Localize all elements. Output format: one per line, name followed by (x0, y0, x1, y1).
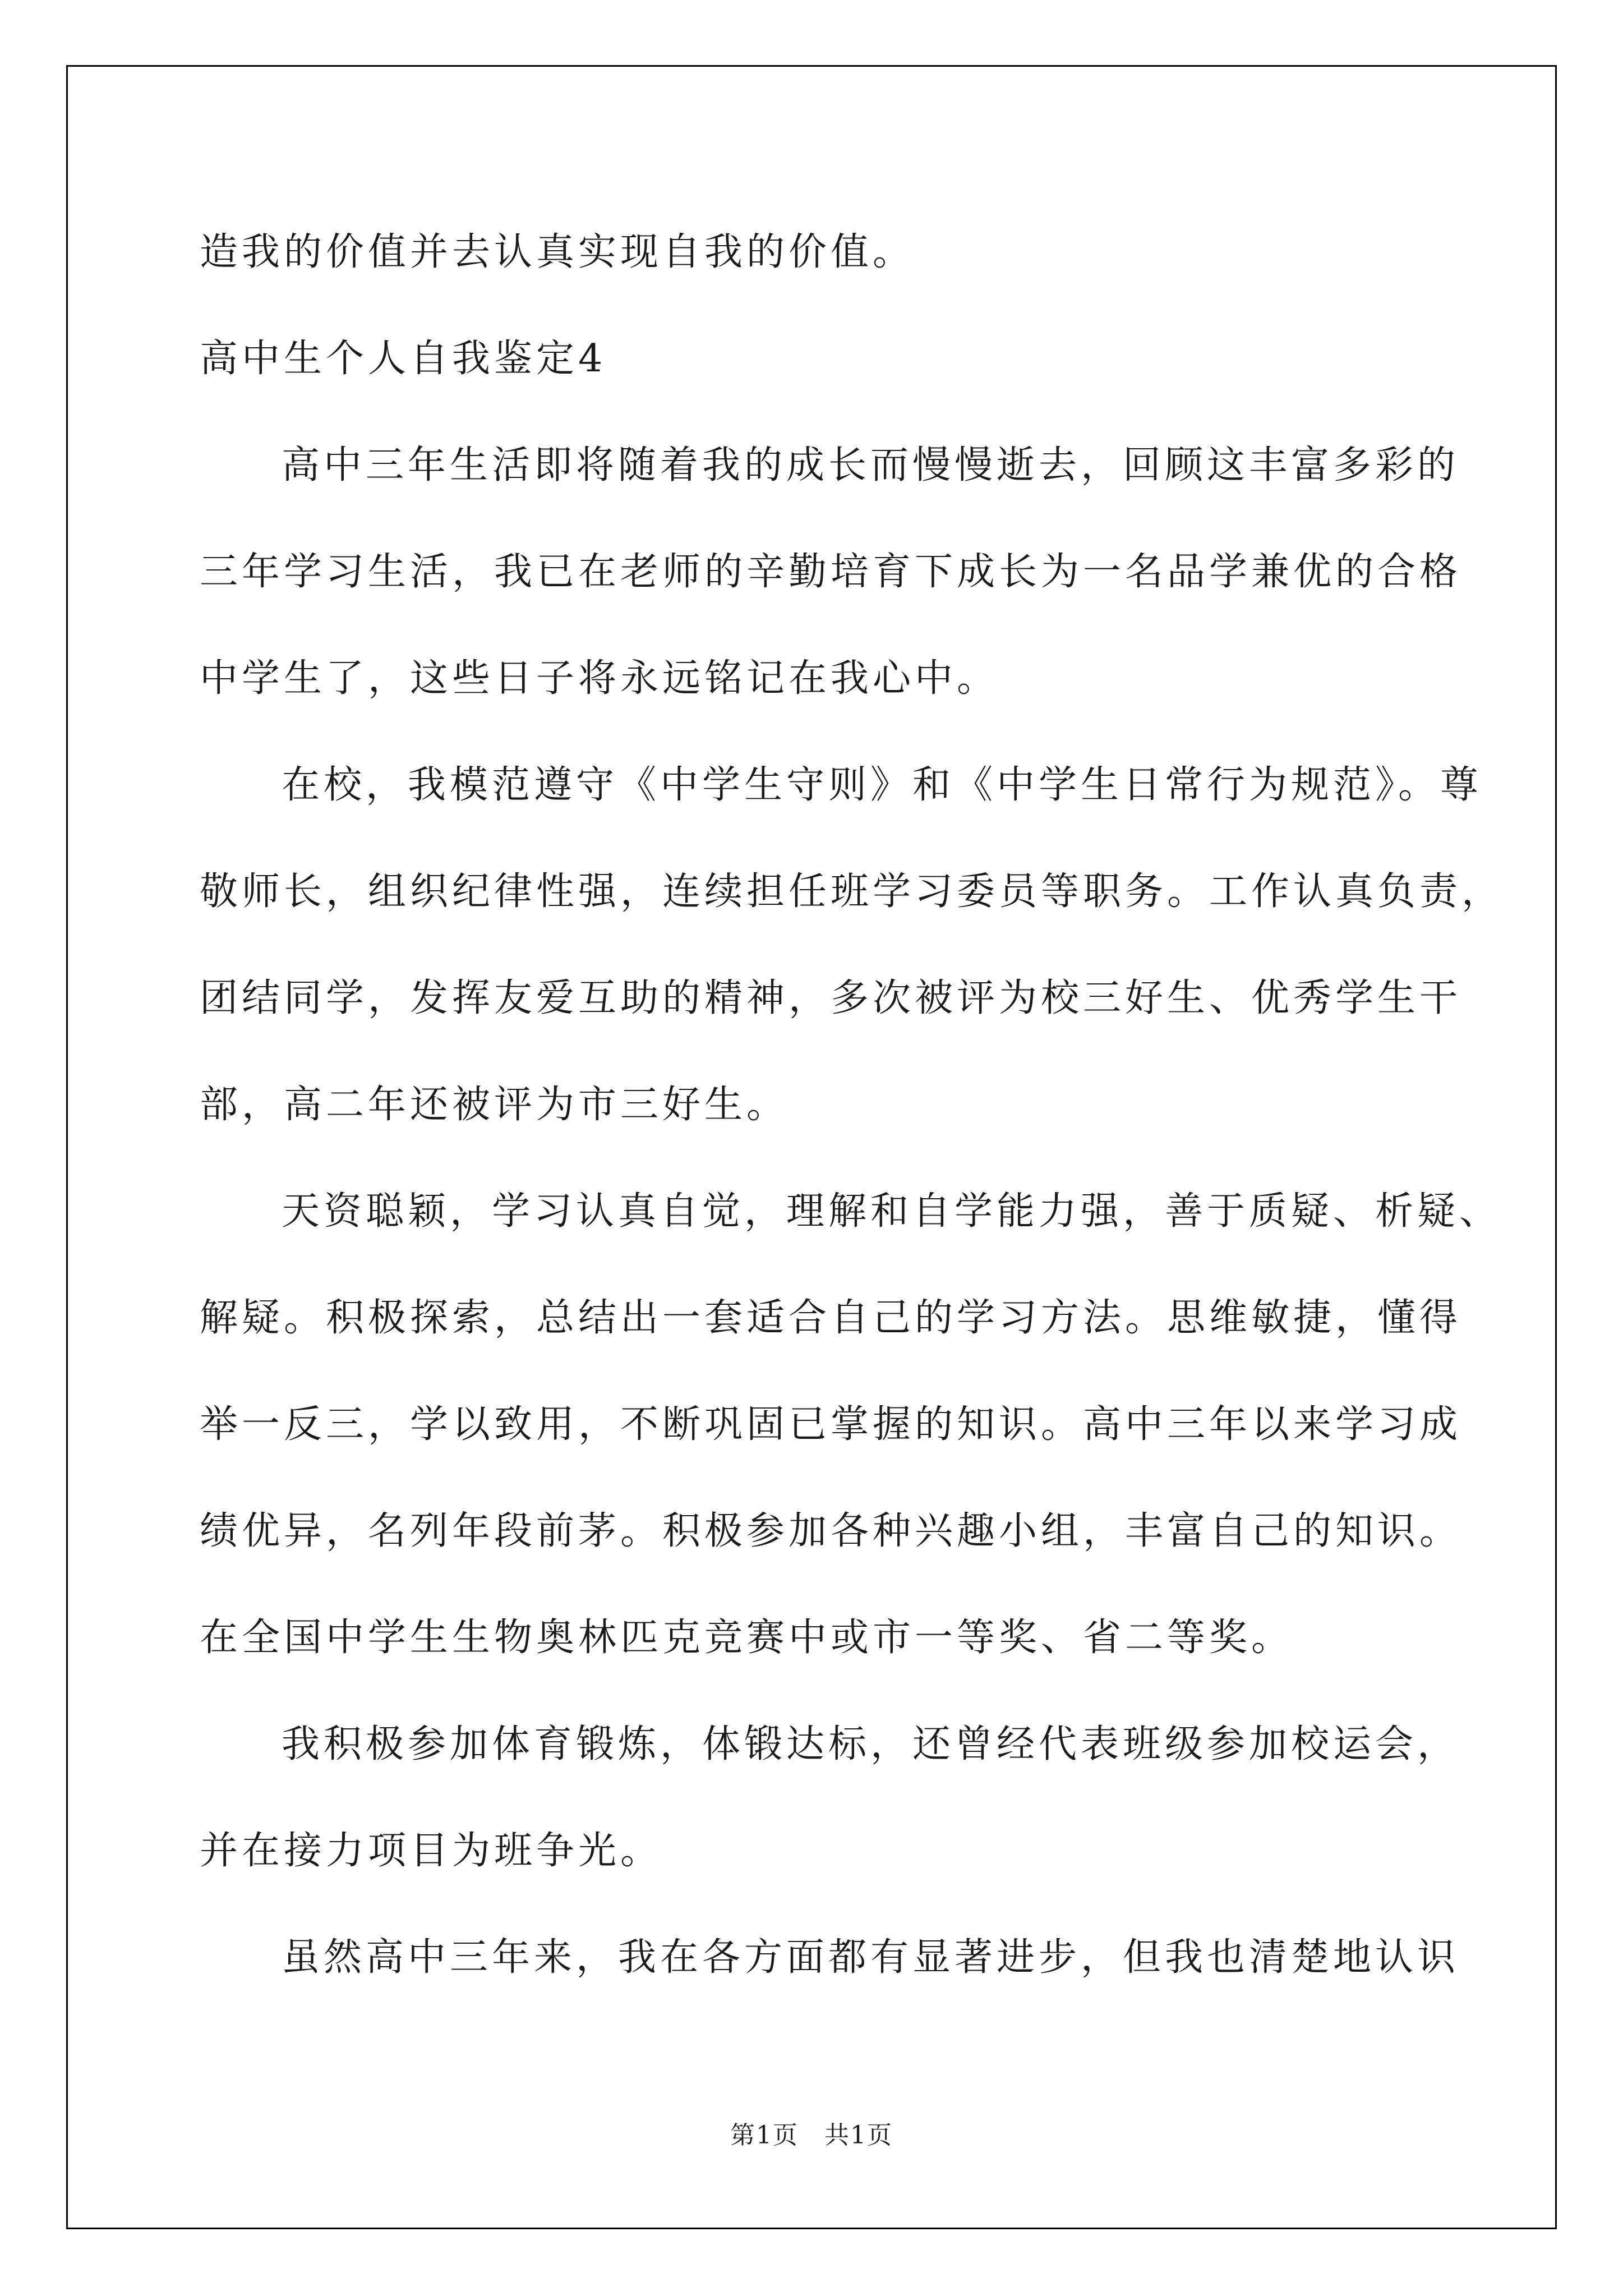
paragraph-first-line: 虽然高中三年来，我在各方面都有显著进步，但我也清楚地认识 (282, 1935, 1460, 1980)
text-line: 解疑。积极探索，总结出一套适合自己的学习方法。思维敏捷，懂得 (200, 1296, 1462, 1340)
page-footer (0, 2115, 1623, 2151)
paragraph-first-line: 天资聪颖，学习认真自觉，理解和自学能力强，善于质疑、析疑、 (282, 1189, 1502, 1234)
text-line: 造我的价值并去认真实现自我的价值。 (200, 230, 915, 274)
page-number: 第1页 (730, 2121, 799, 2150)
text-line: 举一反三，学以致用，不断巩固已掌握的知识。高中三年以来学习成 (200, 1402, 1462, 1447)
paragraph-first-line: 我积极参加体育锻炼，体锻达标，还曾经代表班级参加校运会， (282, 1722, 1460, 1766)
paragraph-first-line: 高中三年生活即将随着我的成长而慢慢逝去，回顾这丰富多彩的 (282, 443, 1460, 487)
section-heading: 高中生个人自我鉴定4 (200, 337, 607, 381)
text-line: 在全国中学生生物奥林匹克竞赛中或市一等奖、省二等奖。 (200, 1616, 1294, 1660)
text-line: 三年学习生活，我已在老师的辛勤培育下成长为一名品学兼优的合格 (200, 550, 1462, 594)
text-line: 部，高二年还被评为市三好生。 (200, 1083, 789, 1127)
text-line: 团结同学，发挥友爱互助的精神，多次被评为校三好生、优秀学生干 (200, 976, 1462, 1020)
text-line: 绩优异，名列年段前茅。积极参加各种兴趣小组，丰富自己的知识。 (200, 1509, 1462, 1553)
text-line: 中学生了，这些日子将永远铭记在我心中。 (200, 656, 999, 701)
text-line: 并在接力项目为班争光。 (200, 1829, 663, 1873)
text-line: 敬师长，组织纪律性强，连续担任班学习委员等职务。工作认真负责， (200, 869, 1504, 914)
page-total: 共1页 (824, 2121, 893, 2150)
paragraph-first-line: 在校，我模范遵守《中学生守则》和《中学生日常行为规范》。尊 (282, 763, 1483, 807)
